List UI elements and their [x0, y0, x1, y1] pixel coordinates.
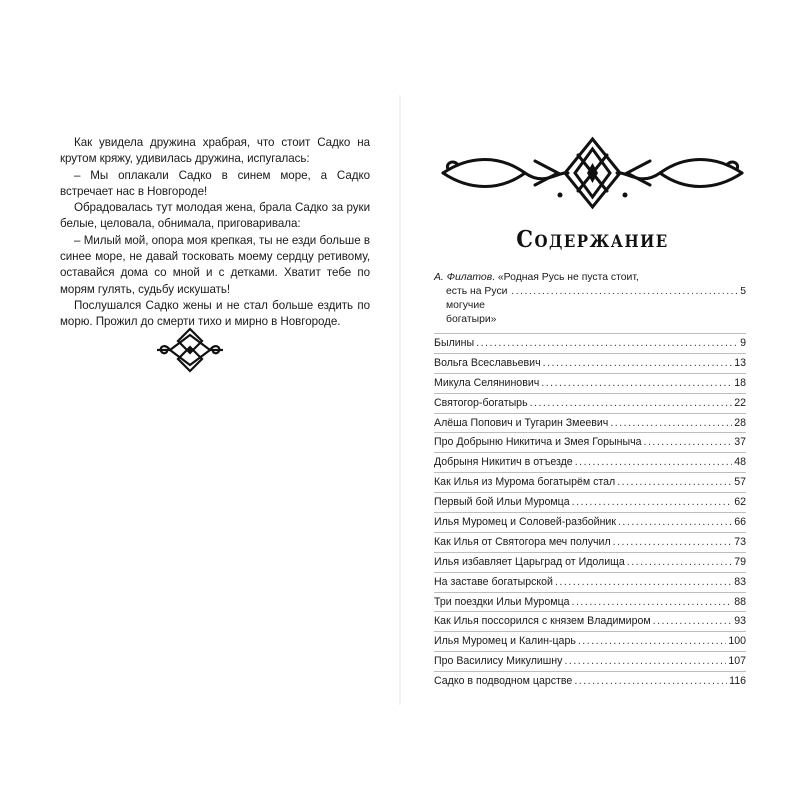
- knotwork-end-ornament-icon: [155, 325, 225, 375]
- toc-leader-dots: [530, 394, 733, 413]
- toc-leader-dots: [575, 453, 733, 472]
- toc-entry-page: 22: [734, 396, 746, 409]
- toc-entry[interactable]: [434, 393, 746, 413]
- paragraph: Как увидела дружина храбрая, что стоит Садко на крутом кряжу, удивилась дружина, испугалась:: [60, 136, 370, 166]
- toc-entry-page: 37: [734, 436, 746, 449]
- paragraph: Обрадовалась тут молодая жена, брала Садко за руки белые, целовала, обнимала, приговаривала:: [60, 201, 370, 231]
- toc-entry-author: А. Филатов: [434, 272, 493, 283]
- toc-leader-dots: [617, 473, 732, 492]
- toc-leader-dots: [613, 533, 733, 552]
- toc-entry[interactable]: [434, 271, 746, 327]
- toc-leader-dots: [610, 414, 732, 433]
- toc-entry-title: . «Родная Русь не пуста стоит,: [492, 272, 639, 283]
- toc-entry-list: [434, 333, 746, 691]
- left-page-text: [60, 135, 370, 331]
- toc-entry-title: Илья избавляет Царьград от Идолища: [434, 555, 625, 568]
- toc-entry-page: 83: [734, 575, 746, 588]
- toc-leader-dots: [627, 553, 732, 572]
- toc-entry-page: 13: [734, 356, 746, 369]
- toc-entry-title-line2: [434, 285, 746, 327]
- toc-entry-title: Вольга Всеславьевич: [434, 356, 541, 369]
- toc-entry-title: Святогор-богатырь: [434, 396, 528, 409]
- toc-leader-dots: [564, 652, 726, 671]
- toc-entry-page: 73: [734, 535, 746, 548]
- toc-entry-page: 116: [729, 675, 746, 688]
- toc-entry-page: 88: [734, 595, 746, 608]
- toc-entry[interactable]: [434, 631, 746, 651]
- toc-entry[interactable]: [434, 472, 746, 492]
- knotwork-header-ornament-icon: [440, 133, 745, 213]
- toc-entry[interactable]: [434, 512, 746, 532]
- toc-entry[interactable]: [434, 333, 746, 353]
- toc-entry-page: 62: [734, 496, 746, 509]
- toc-entry-title: На заставе богатырской: [434, 575, 553, 588]
- table-of-contents: [434, 271, 746, 691]
- toc-leader-dots: [653, 612, 733, 631]
- toc-entry-title: Илья Муромец и Соловей-разбойник: [434, 516, 616, 529]
- toc-leader-dots: [541, 374, 732, 393]
- toc-entry-title: Илья Муромец и Калин-царь: [434, 635, 576, 648]
- toc-entry[interactable]: [434, 532, 746, 552]
- page-gutter: [399, 95, 401, 705]
- toc-entry-page: 5: [740, 286, 746, 297]
- toc-entry-title: Садко в подводном царстве: [434, 675, 573, 688]
- paragraph: – Милый мой, опора моя крепкая, ты не езди больше в синее море, не давай тосковать моему сердцу ретивому, оставайся дома со мной и с детками. Хватит тебе по морям гулять, судьбу искушать!: [60, 233, 370, 296]
- toc-entry-page: 9: [740, 337, 746, 349]
- toc-entry-title: Былины: [434, 337, 475, 349]
- toc-entry-page: 28: [734, 416, 746, 429]
- toc-entry-title: Про Добрыню Никитича и Змея Горыныча: [434, 436, 642, 449]
- toc-entry-title: Добрыня Никитич в отъезде: [434, 456, 573, 469]
- toc-entry[interactable]: [434, 671, 746, 691]
- toc-entry[interactable]: [434, 651, 746, 671]
- toc-entry[interactable]: [434, 611, 746, 631]
- toc-leader-dots: [572, 493, 733, 512]
- toc-entry[interactable]: [434, 373, 746, 393]
- toc-entry[interactable]: [434, 552, 746, 572]
- toc-entry[interactable]: [434, 592, 746, 612]
- toc-leader-dots: [476, 334, 738, 353]
- toc-entry-title: Первый бой Ильи Муромца: [434, 496, 570, 509]
- toc-leader-dots: [572, 593, 733, 612]
- toc-entry-page: 66: [734, 516, 746, 529]
- toc-leader-dots: [543, 354, 733, 373]
- toc-entry-title: Как Илья поссорился с князем Владимиром: [434, 615, 651, 628]
- toc-entry-page: 48: [734, 456, 746, 469]
- toc-heading: Содержание: [516, 224, 669, 253]
- toc-entry-page: 100: [728, 635, 746, 648]
- toc-entry-title: Алёша Попович и Тугарин Змеевич: [434, 416, 609, 429]
- toc-entry-page: 57: [734, 476, 746, 489]
- toc-entry-title-line1: [434, 271, 746, 285]
- toc-entry[interactable]: [434, 452, 746, 472]
- toc-entry[interactable]: [434, 353, 746, 373]
- toc-entry[interactable]: [434, 572, 746, 592]
- toc-entry-title: есть на Руси могучие богатыри»: [446, 286, 508, 325]
- toc-entry-page: 107: [728, 655, 746, 668]
- toc-leader-dots: [578, 632, 726, 651]
- toc-leader-dots: [644, 433, 733, 452]
- toc-entry-page: 79: [734, 555, 746, 568]
- toc-entry-title: Как Илья от Святогора меч получил: [434, 535, 611, 548]
- toc-leader-dots: [574, 672, 727, 691]
- toc-entry-page: 18: [734, 376, 746, 389]
- toc-entry[interactable]: [434, 432, 746, 452]
- toc-entry-title: Про Василису Микулишну: [434, 655, 563, 668]
- toc-leader-dots: [511, 285, 738, 299]
- toc-leader-dots: [555, 573, 732, 592]
- toc-entry-title: Три поездки Ильи Муромца: [434, 595, 570, 608]
- toc-entry-title: Как Илья из Мурома богатырём стал: [434, 476, 616, 489]
- toc-entry[interactable]: [434, 492, 746, 512]
- toc-entry-page: 93: [734, 615, 746, 628]
- paragraph: Послушался Садко жены и не стал больше ездить по морю. Прожил до смерти тихо и мирно в Новгороде.: [60, 298, 370, 329]
- toc-leader-dots: [618, 513, 732, 532]
- paragraph: – Мы оплакали Садко в синем море, а Садко встречает нас в Новгороде!: [60, 168, 370, 198]
- toc-entry-title: Микула Селянинович: [434, 376, 540, 389]
- toc-entry[interactable]: [434, 413, 746, 433]
